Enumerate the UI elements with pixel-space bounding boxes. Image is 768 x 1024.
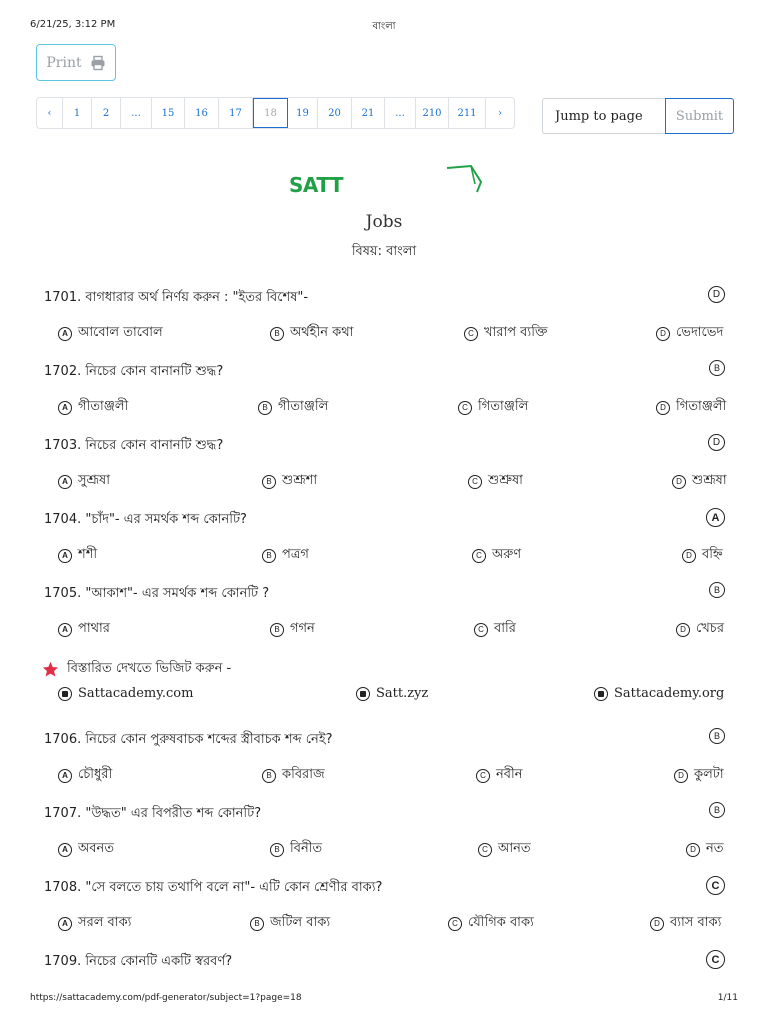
question-text: 1708. "সে বলতে চায় তথাপি বলে না"- এটি কোন শ্রেণীর বাক্য?: [44, 880, 383, 895]
print-button[interactable]: [36, 44, 116, 81]
option-text: নবীন: [496, 767, 523, 782]
option-d: [674, 765, 724, 786]
option-text: আবোল তাবোল: [78, 325, 163, 340]
footer-page-number: 1/11: [717, 993, 738, 1003]
page-16[interactable]: 16: [185, 98, 219, 128]
visit-notice: [42, 659, 231, 680]
option-letter: B: [270, 843, 284, 857]
option-letter: D: [672, 475, 686, 489]
option-letter: A: [58, 549, 72, 563]
option-b: [262, 765, 325, 786]
option-b: [258, 397, 328, 418]
option-a: [58, 765, 112, 786]
option-d: [650, 913, 721, 934]
option-text: অর্থহীন কথা: [290, 325, 354, 340]
page-21[interactable]: 21: [352, 98, 385, 128]
option-text: বারি: [494, 621, 516, 636]
option-letter: A: [58, 843, 72, 857]
option-letter: A: [58, 623, 72, 637]
option-text: যৌগিক বাক্য: [468, 915, 534, 930]
option-a: [58, 913, 131, 934]
option-letter: C: [476, 769, 490, 783]
option-text: গিতাঞ্জলি: [478, 399, 529, 414]
link-bullet-icon: [594, 687, 608, 701]
option-text: গীতাঞ্জলী: [78, 399, 129, 414]
option-c: [472, 545, 521, 566]
site-title: Jobs: [365, 212, 403, 232]
printer-icon: [90, 55, 106, 71]
option-text: ভেদাভেদ: [676, 325, 724, 340]
option-letter: B: [262, 769, 276, 783]
question-text: 1705. "আকাশ"- এর সমর্থক শব্দ কোনটি ?: [44, 586, 270, 601]
option-b: [262, 545, 309, 566]
option-text: গীতাঞ্জলি: [278, 399, 329, 414]
option-letter: B: [270, 623, 284, 637]
option-text: অরুণ: [492, 547, 522, 562]
option-c: [478, 839, 531, 860]
option-letter: B: [258, 401, 272, 415]
option-letter: D: [674, 769, 688, 783]
jump-page-input[interactable]: [542, 98, 665, 134]
question-text: 1703. নিচের কোন বানানটি শুদ্ধ?: [44, 438, 224, 453]
question-text: 1706. নিচের কোন পুরুষবাচক শব্দের স্ত্রীবাচক শব্দ নেই?: [44, 732, 333, 747]
page-ellipsis: ...: [121, 98, 152, 128]
page-1[interactable]: 1: [63, 98, 92, 128]
option-c: [476, 765, 522, 786]
option-letter: A: [58, 327, 72, 341]
option-b: [270, 839, 322, 860]
option-text: অবনত: [78, 841, 115, 856]
correct-answer-badge: C: [706, 876, 725, 895]
option-letter: B: [250, 917, 264, 931]
page-210[interactable]: 210: [416, 98, 449, 128]
option-letter: B: [262, 549, 276, 563]
question-text: 1704. "চাঁদ"- এর সমর্থক শব্দ কোনটি?: [44, 512, 247, 527]
correct-answer-badge: C: [706, 950, 725, 969]
option-text: শুশ্রূশা: [282, 473, 318, 488]
submit-button[interactable]: Submit: [665, 98, 734, 134]
footer-url: https://sattacademy.com/pdf-generator/subject=1?page=18: [30, 993, 302, 1003]
option-b: [270, 619, 315, 640]
option-text: কুলটা: [694, 767, 724, 782]
option-text: শুশ্রুষা: [488, 473, 523, 488]
option-letter: D: [656, 401, 670, 415]
option-text: গিতাঞ্জলী: [676, 399, 727, 414]
option-c: [474, 619, 516, 640]
page-20[interactable]: 20: [318, 98, 352, 128]
option-letter: C: [448, 917, 462, 931]
correct-answer-badge: D: [708, 434, 725, 451]
option-d: [656, 397, 726, 418]
option-a: [58, 839, 114, 860]
option-d: [672, 471, 727, 492]
option-text: আনত: [498, 841, 531, 856]
question-text: 1707. "উদ্ধত" এর বিপরীত শব্দ কোনটি?: [44, 806, 262, 821]
option-text: গগন: [290, 621, 315, 636]
page-211[interactable]: 211: [449, 98, 486, 128]
option-text: বিনীত: [290, 841, 323, 856]
visit-label: বিস্তারিত দেখতে ভিজিট করুন -: [67, 661, 232, 676]
option-c: [448, 913, 534, 934]
option-letter: D: [656, 327, 670, 341]
option-text: বহ্নি: [702, 547, 723, 562]
link-sattacademy-org[interactable]: Sattacademy.org: [594, 686, 724, 701]
option-letter: B: [270, 327, 284, 341]
jump-to-page: [542, 98, 734, 134]
option-c: [464, 323, 548, 344]
link-bullet-icon: [356, 687, 370, 701]
option-letter: C: [468, 475, 482, 489]
correct-answer-badge: B: [709, 582, 725, 598]
option-b: [250, 913, 330, 934]
option-letter: D: [650, 917, 664, 931]
question-text: 1701. বাগধারার অর্থ নির্ণয় করুন : "ইতর বিশেষ"-: [44, 290, 309, 305]
option-d: [686, 839, 724, 860]
option-text: পত্রগ: [282, 547, 309, 562]
option-text: খারাপ ব্যক্তি: [484, 325, 548, 340]
option-letter: A: [58, 401, 72, 415]
question-text: 1702. নিচের কোন বানানটি শুদ্ধ?: [44, 364, 224, 379]
option-text: সুশ্রূষা: [78, 473, 110, 488]
option-letter: D: [686, 843, 700, 857]
option-d: [682, 545, 723, 566]
pagination: [36, 97, 515, 129]
option-text: পাথার: [78, 621, 110, 636]
option-a: [58, 397, 128, 418]
option-b: [262, 471, 317, 492]
option-a: [58, 619, 110, 640]
option-letter: B: [262, 475, 276, 489]
correct-answer-badge: B: [709, 728, 725, 744]
page-ellipsis: ...: [385, 98, 416, 128]
satt-logo: SATT: [289, 173, 344, 197]
option-letter: A: [58, 769, 72, 783]
option-letter: C: [478, 843, 492, 857]
page-next-button[interactable]: ›: [498, 107, 502, 119]
print-title: বাংলা: [372, 21, 396, 32]
link-bullet-icon: [58, 687, 72, 701]
option-text: শশী: [78, 547, 98, 562]
page-2[interactable]: 2: [92, 98, 121, 128]
correct-answer-badge: B: [709, 360, 725, 376]
print-label: Print: [46, 54, 82, 71]
option-letter: C: [464, 327, 478, 341]
star-icon: [42, 661, 59, 678]
option-text: ব্যাস বাক্য: [670, 915, 722, 930]
option-letter: A: [58, 475, 72, 489]
page-prev-button[interactable]: ‹: [37, 98, 63, 128]
option-a: [58, 471, 110, 492]
option-a: [58, 323, 163, 344]
page-17[interactable]: 17: [219, 98, 253, 128]
option-text: কবিরাজ: [282, 767, 325, 782]
correct-answer-badge: D: [708, 286, 725, 303]
page-15[interactable]: 15: [152, 98, 185, 128]
correct-answer-badge: A: [706, 508, 725, 527]
option-text: নত: [706, 841, 724, 856]
option-letter: C: [474, 623, 488, 637]
option-c: [458, 397, 528, 418]
logo-swoosh-icon: [445, 162, 485, 196]
print-datetime: 6/21/25, 3:12 PM: [30, 19, 116, 30]
option-text: শুশ্রূষা: [692, 473, 727, 488]
link-satt-zyz[interactable]: Satt.zyz: [356, 686, 428, 701]
option-d: [656, 323, 723, 344]
option-text: জটিল বাক্য: [270, 915, 331, 930]
option-b: [270, 323, 353, 344]
option-letter: C: [458, 401, 472, 415]
option-d: [676, 619, 724, 640]
page-18[interactable]: 18: [253, 98, 288, 128]
option-c: [468, 471, 523, 492]
option-text: চৌধুরী: [78, 767, 113, 782]
link-sattacademy-com[interactable]: Sattacademy.com: [58, 686, 193, 701]
option-letter: A: [58, 917, 72, 931]
page-19[interactable]: 19: [288, 98, 318, 128]
option-letter: D: [676, 623, 690, 637]
option-letter: C: [472, 549, 486, 563]
subject-label: বিষয়: বাংলা: [351, 244, 417, 259]
option-letter: D: [682, 549, 696, 563]
correct-answer-badge: B: [709, 802, 725, 818]
question-text: 1709. নিচের কোনটি একটি স্বরবর্ণ?: [44, 954, 233, 969]
option-text: সরল বাক্য: [78, 915, 132, 930]
option-text: খেচর: [696, 621, 724, 636]
option-a: [58, 545, 97, 566]
